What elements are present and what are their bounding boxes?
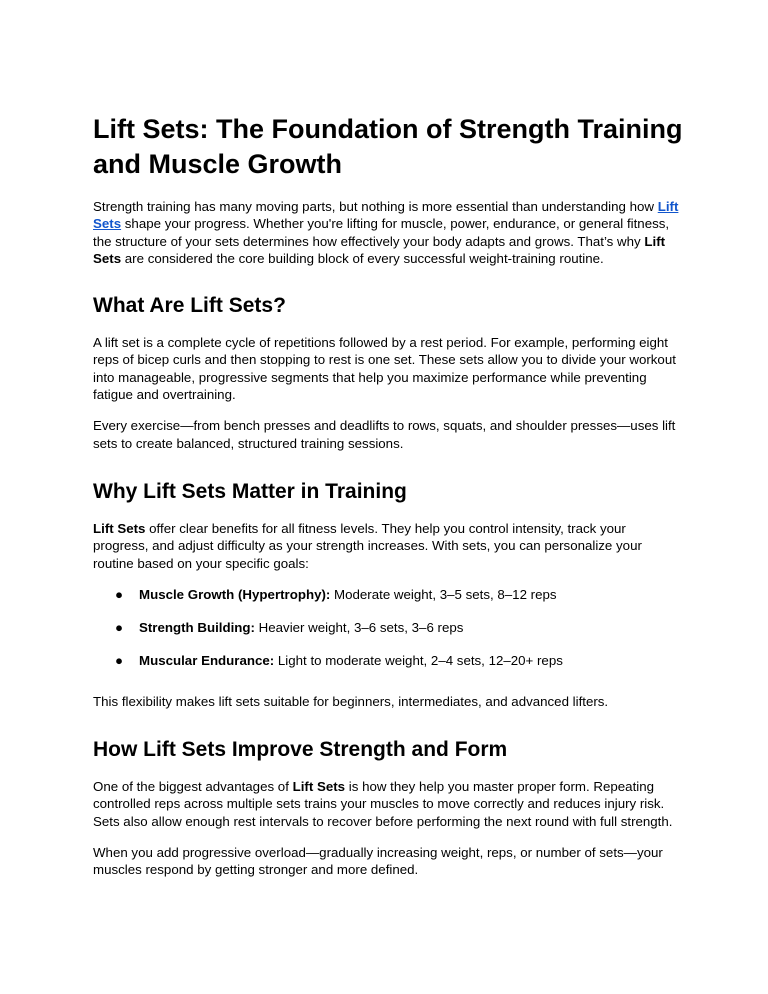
section1-paragraph-1: A lift set is a complete cycle of repetitions followed by a rest period. For example, performing eight reps of bicep curls and then stopping to rest is one set. These sets allow you to divide your workout into manageable, progressive segments that help you maximize performance while preventing fatigue and overtraining. [93, 335, 676, 403]
intro-text-1: Strength training has many moving parts, but nothing is more essential than understanding how [93, 199, 658, 214]
section3-paragraph-2: When you add progressive overload—gradually increasing weight, reps, or number of sets—your muscles respond by getting stronger and more defined. [93, 845, 663, 878]
section1-paragraph-2: Every exercise—from bench presses and deadlifts to rows, squats, and shoulder presses—uses lift sets to create balanced, structured training sessions. [93, 418, 676, 451]
intro-text-3: are considered the core building block of every successful weight-training routine. [121, 250, 604, 266]
list-item [93, 619, 683, 636]
section-heading-why-lift-sets-matter: Why Lift Sets Matter in Training [93, 479, 407, 503]
lift-sets-link[interactable]: Lift Sets [93, 199, 679, 232]
list-item-label: Muscle Growth (Hypertrophy): [139, 586, 331, 602]
bullet-icon: ● [115, 586, 124, 602]
intro-paragraph [93, 198, 683, 267]
document-page [93, 112, 683, 893]
section3-paragraph-1 [93, 778, 683, 830]
section3-text-1: One of the biggest advantages of [93, 779, 293, 795]
section2-bold-term: Lift Sets [93, 520, 146, 536]
list-item-label: Muscular Endurance: [139, 652, 275, 668]
bullet-icon: ● [115, 619, 124, 635]
intro-text-2: shape your progress. Whether you're lifting for muscle, power, endurance, or general fitness, the structure of your sets determines how effectively your body adapts and grows. That’s why [93, 216, 670, 249]
section-heading-what-are-lift-sets: What Are Lift Sets? [93, 294, 286, 318]
section-heading-how-lift-sets-improve: How Lift Sets Improve Strength and Form [93, 738, 508, 762]
list-item [93, 652, 683, 669]
section2-text: offer clear benefits for all fitness levels. They help you control intensity, track your progress, and adjust difficulty as your strength increases. With sets, you can personalize your routine based on your specific goals: [93, 520, 642, 571]
list-item-text: Moderate weight, 3–5 sets, 8–12 reps [330, 586, 557, 602]
intro-bold-term: Lift Sets [93, 233, 666, 266]
list-item-label: Strength Building: [139, 619, 255, 635]
list-item-text: Heavier weight, 3–6 sets, 3–6 reps [254, 619, 464, 635]
list-item [93, 586, 683, 603]
list-item-text: Light to moderate weight, 2–4 sets, 12–20+ reps [274, 652, 563, 668]
section3-bold-term: Lift Sets [292, 779, 346, 795]
page-title: Lift Sets: The Foundation of Strength Training and Muscle Growth [93, 114, 683, 179]
goals-list [93, 586, 683, 669]
section2-paragraph-2: This flexibility makes lift sets suitable for beginners, intermediates, and advanced lifters. [93, 693, 609, 709]
bullet-icon: ● [115, 652, 124, 668]
section2-paragraph-1 [93, 520, 683, 572]
section3-text-2: is how they help you master proper form. Repeating controlled reps across multiple sets trains your muscles to move correctly and reduces injury risk. Sets also allow enough rest intervals to recover before performing the next round with full strength. [93, 779, 673, 829]
